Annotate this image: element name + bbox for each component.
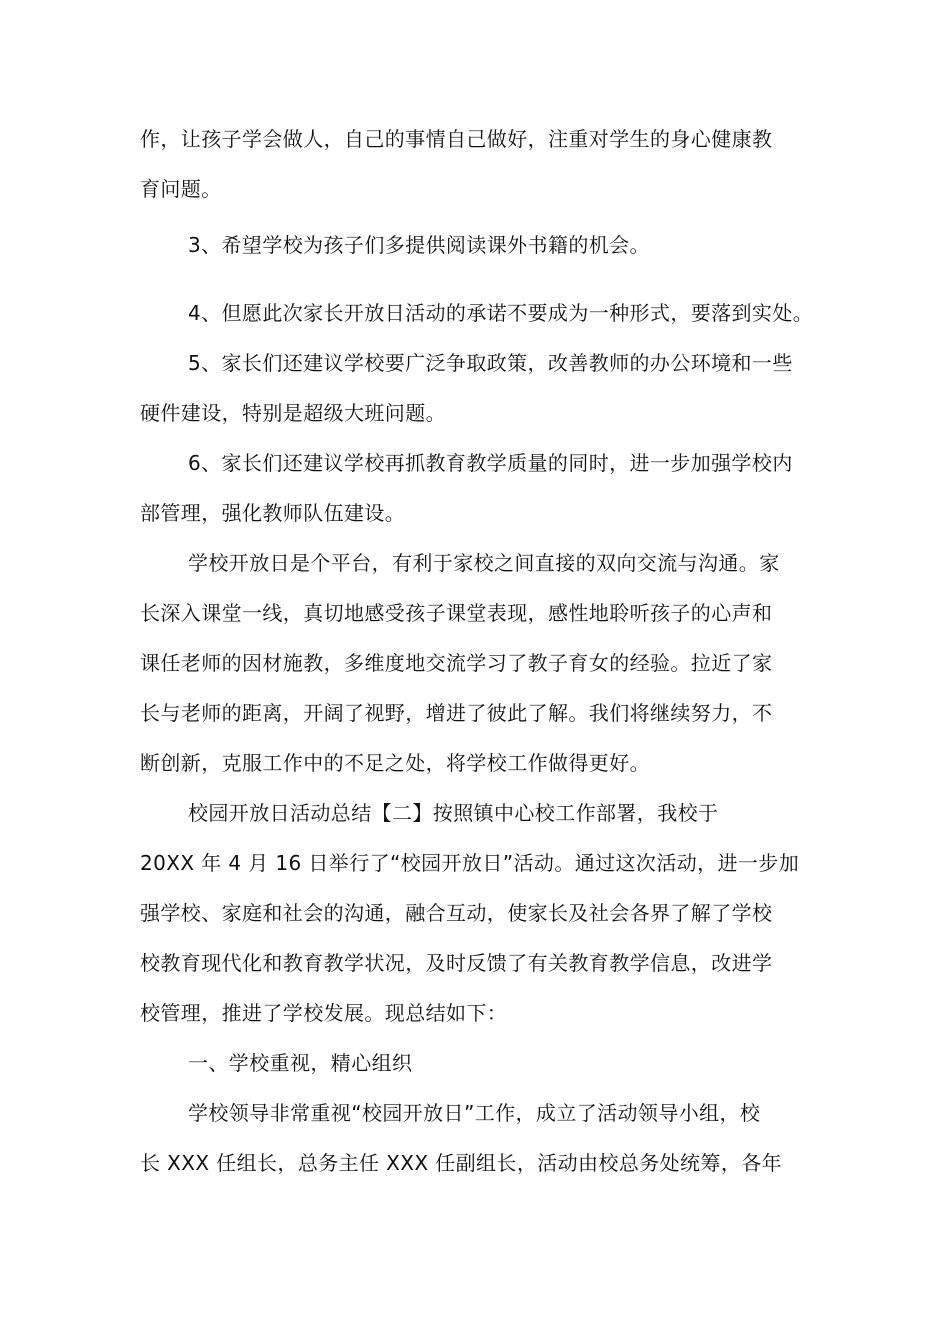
text-line: 硬件建设，特别是超级大班问题。	[140, 401, 446, 425]
list-item-6: 6、家长们还建议学校再抓教育教学质量的同时，进一步加强学校内	[188, 451, 793, 475]
text-line: 长 XXX 任组长，总务主任 XXX 任副组长，活动由校总务处统筹，各年	[140, 1151, 783, 1175]
list-item-5: 5、家长们还建议学校要广泛争取政策，改善教师的办公环境和一些	[188, 351, 793, 375]
list-item-3: 3、希望学校为孩子们多提供阅读课外书籍的机会。	[188, 233, 650, 257]
text-line: 作，让孩子学会做人，自己的事情自己做好，注重对学生的身心健康教	[140, 127, 773, 151]
text-line: 长深入课堂一线，真切地感受孩子课堂表现，感性地聆听孩子的心声和	[140, 601, 773, 625]
text-line: 校管理，推进了学校发展。现总结如下：	[140, 1001, 508, 1025]
list-item-4: 4、但愿此次家长开放日活动的承诺不要成为一种形式，要落到实处。	[188, 301, 814, 325]
paragraph-start: 学校领导非常重视“校园开放日”工作，成立了活动领导小组，校	[188, 1101, 761, 1125]
text-line: 断创新，克服工作中的不足之处，将学校工作做得更好。	[140, 751, 650, 775]
text-line: 校教育现代化和教育教学状况，及时反馈了有关教育教学信息，改进学	[140, 951, 773, 975]
text-line: 课任老师的因材施教，多维度地交流学习了教子育女的经验。拉近了家	[140, 651, 773, 675]
paragraph-start: 校园开放日活动总结【二】按照镇中心校工作部署，我校于	[188, 801, 719, 825]
text-line: 20XX 年 4 月 16 日举行了“校园开放日”活动。通过这次活动，进一步加	[140, 851, 800, 875]
text-line: 长与老师的距离，开阔了视野，增进了彼此了解。我们将继续努力，不	[140, 701, 773, 725]
paragraph-start: 学校开放日是个平台，有利于家校之间直接的双向交流与沟通。家	[188, 551, 780, 575]
text-line: 部管理，强化教师队伍建设。	[140, 501, 406, 525]
text-line: 育问题。	[140, 177, 222, 201]
text-line: 强学校、家庭和社会的沟通，融合互动，使家长及社会各界了解了学校	[140, 901, 773, 925]
section-heading: 一、学校重视，精心组织	[188, 1051, 413, 1075]
